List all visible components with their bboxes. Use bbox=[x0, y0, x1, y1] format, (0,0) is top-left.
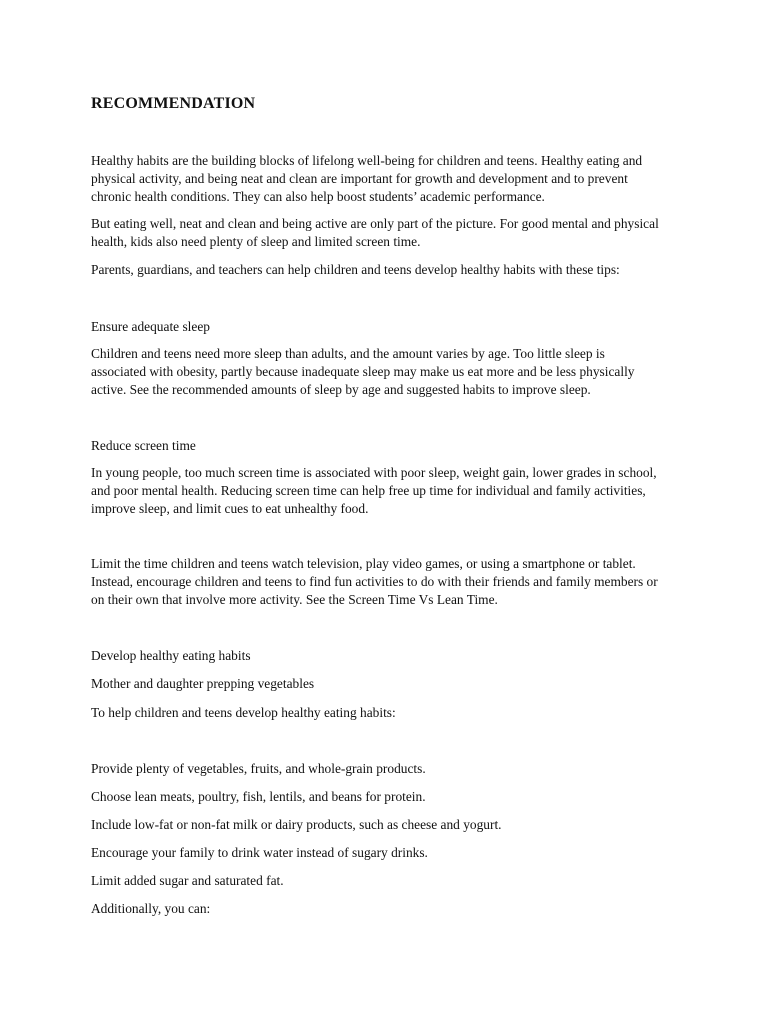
intro-paragraph-3: Parents, guardians, and teachers can help children and teens develop healthy habits with these tips: bbox=[91, 262, 620, 277]
sleep-paragraph bbox=[91, 345, 691, 399]
sleep-heading: Ensure adequate sleep bbox=[91, 319, 210, 334]
eating-tip-5: Limit added sugar and saturated fat. bbox=[91, 873, 284, 888]
text-line: improve sleep, and limit cues to eat unhealthy food. bbox=[91, 501, 369, 516]
text-line: Healthy habits are the building blocks of lifelong well-being for children and teens. Healthy eating and bbox=[91, 153, 643, 168]
eating-tip-4: Encourage your family to drink water instead of sugary drinks. bbox=[91, 845, 428, 860]
eating-additionally: Additionally, you can: bbox=[91, 901, 211, 916]
text-line: active. See the recommended amounts of sleep by age and suggested habits to improve sleep. bbox=[91, 382, 591, 397]
document-title: RECOMMENDATION bbox=[91, 95, 256, 112]
eating-tip-2: Choose lean meats, poultry, fish, lentils, and beans for protein. bbox=[91, 789, 426, 804]
text-line: Instead, encourage children and teens to find fun activities to do with their friends and family members or bbox=[91, 574, 658, 589]
eating-intro: To help children and teens develop healthy eating habits: bbox=[91, 705, 396, 720]
text-line: Children and teens need more sleep than adults, and the amount varies by age. Too little sleep is bbox=[91, 346, 605, 361]
eating-tip-1: Provide plenty of vegetables, fruits, and whole-grain products. bbox=[91, 761, 426, 776]
text-line: Limit the time children and teens watch television, play video games, or using a smartphone or tablet. bbox=[91, 556, 636, 571]
intro-paragraph-1 bbox=[91, 152, 691, 206]
text-line: and poor mental health. Reducing screen time can help free up time for individual and family activities, bbox=[91, 483, 646, 498]
text-line: on their own that involve more activity. See the Screen Time Vs Lean Time. bbox=[91, 592, 498, 607]
screen-limit-paragraph bbox=[91, 555, 691, 609]
screen-heading: Reduce screen time bbox=[91, 438, 196, 453]
intro-paragraph-2 bbox=[91, 215, 691, 251]
screen-paragraph bbox=[91, 464, 691, 518]
text-line: But eating well, neat and clean and being active are only part of the picture. For good mental and physical bbox=[91, 216, 659, 231]
eating-tip-3: Include low-fat or non-fat milk or dairy products, such as cheese and yogurt. bbox=[91, 817, 502, 832]
text-line: chronic health conditions. They can also help boost students’ academic performance. bbox=[91, 189, 545, 204]
eating-image-caption: Mother and daughter prepping vegetables bbox=[91, 676, 315, 691]
text-line: physical activity, and being neat and clean are important for growth and development and to prevent bbox=[91, 171, 628, 186]
eating-heading: Develop healthy eating habits bbox=[91, 648, 251, 663]
text-line: health, kids also need plenty of sleep and limited screen time. bbox=[91, 234, 421, 249]
text-line: associated with obesity, partly because inadequate sleep may make us eat more and be less physically bbox=[91, 364, 635, 379]
text-line: In young people, too much screen time is associated with poor sleep, weight gain, lower grades in school, bbox=[91, 465, 657, 480]
